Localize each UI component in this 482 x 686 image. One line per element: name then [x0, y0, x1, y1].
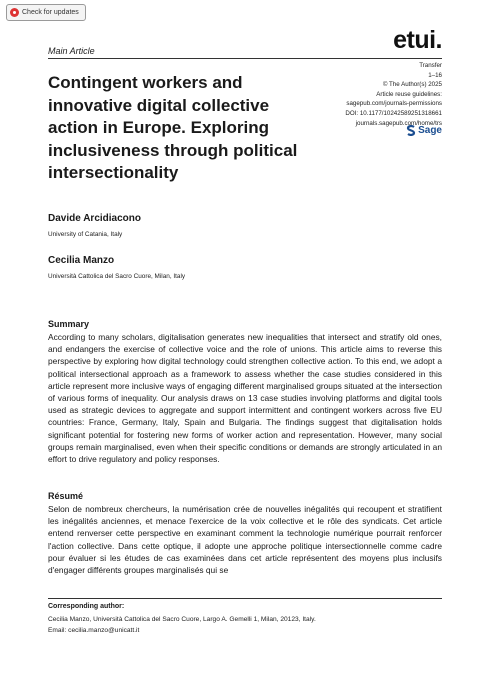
journal-meta	[292, 61, 442, 128]
resume-text: Selon de nombreux chercheurs, la numérisation crée de nouvelles inégalités qui recoupent et stratifient les inégalités anciennes, et menace l'exercice de la voix collective et le rôle des syndicats. Cet article entend renverser cette perspective en examinant comment la technologie numérique pourrait renforcer l'action collective. Dans cette optique, il adopte une approche politique intersectionnelle comme cadre pour évaluer si les études de cas examinées dans cet article représentent des moyens plus inclusifs d'engager différents groupes marginalisés qui se	[48, 504, 442, 576]
corresponding-email[interactable]: Email: cecilia.manzo@unicatt.it	[48, 627, 140, 634]
author-affiliation: Università Cattolica del Sacro Cuore, Milan, Italy	[48, 273, 186, 280]
check-for-updates-badge[interactable]	[6, 4, 86, 21]
sage-logo	[406, 125, 442, 136]
summary-heading: Summary	[48, 319, 90, 329]
sage-s-icon	[406, 125, 416, 136]
permissions-link[interactable]: sagepub.com/journals-permissions	[346, 100, 442, 108]
summary-text: According to many scholars, digitalisation generates new inequalities that intersect and stratify old ones, and endangers the exercise of collective voice and the role of unions. This article aims to reverse this perspective by exploring how digital technology could strengthen collective action. To this end, we adopt a political intersectional approach as a framework to assess whether the case studies considered in this article represent more inclusive ways of engaging different marginalised groups situated at the intersection of various forms of inequality. Our analysis draws on 13 case studies involving platforms and digital tools used as strategic devices to aggregate and support intermittent and contingent workers across five EU countries: France, Germany, Italy, Spain and Bulgaria. The findings suggest that digitalisation holds significant potential for fostering new forms of worker action and representation. However, many social groups remain marginalised, even when their specific conditions or demands are strongly articulated in an effort to drive regulatory and policy responses.	[48, 332, 442, 465]
reuse-label: Article reuse guidelines:	[376, 90, 442, 98]
update-check-icon	[10, 8, 19, 17]
corresponding-address: Cecilia Manzo, Università Cattolica del Sacro Cuore, Largo A. Gemelli 1, Milan, 20123, Italy.	[48, 616, 316, 623]
etui-logo: etui.	[393, 26, 442, 54]
author-affiliation: University of Catania, Italy	[48, 231, 123, 238]
article-title: Contingent workers and innovative digital collective action in Europe. Exploring inclusiveness through political intersectionality	[48, 73, 298, 182]
header-divider	[48, 58, 442, 59]
sage-wordmark: Sage	[418, 125, 442, 136]
footnote-divider	[48, 598, 442, 599]
page-range: 1–16	[428, 71, 442, 79]
corresponding-author-label: Corresponding author:	[48, 603, 125, 610]
resume-heading: Résumé	[48, 491, 84, 501]
badge-label: Check for updates	[22, 9, 79, 16]
journal-home-link[interactable]: journals.sagepub.com/home/trs	[355, 119, 442, 127]
author-name: Cecilia Manzo	[48, 255, 115, 266]
corresponding-author-details	[48, 614, 316, 636]
doi-link[interactable]: DOI: 10.1177/10242589251318661	[345, 109, 442, 117]
author-name: Davide Arcidiacono	[48, 213, 141, 224]
journal-name: Transfer	[419, 62, 442, 69]
article-type: Main Article	[48, 46, 95, 56]
copyright: © The Author(s) 2025	[382, 81, 442, 89]
